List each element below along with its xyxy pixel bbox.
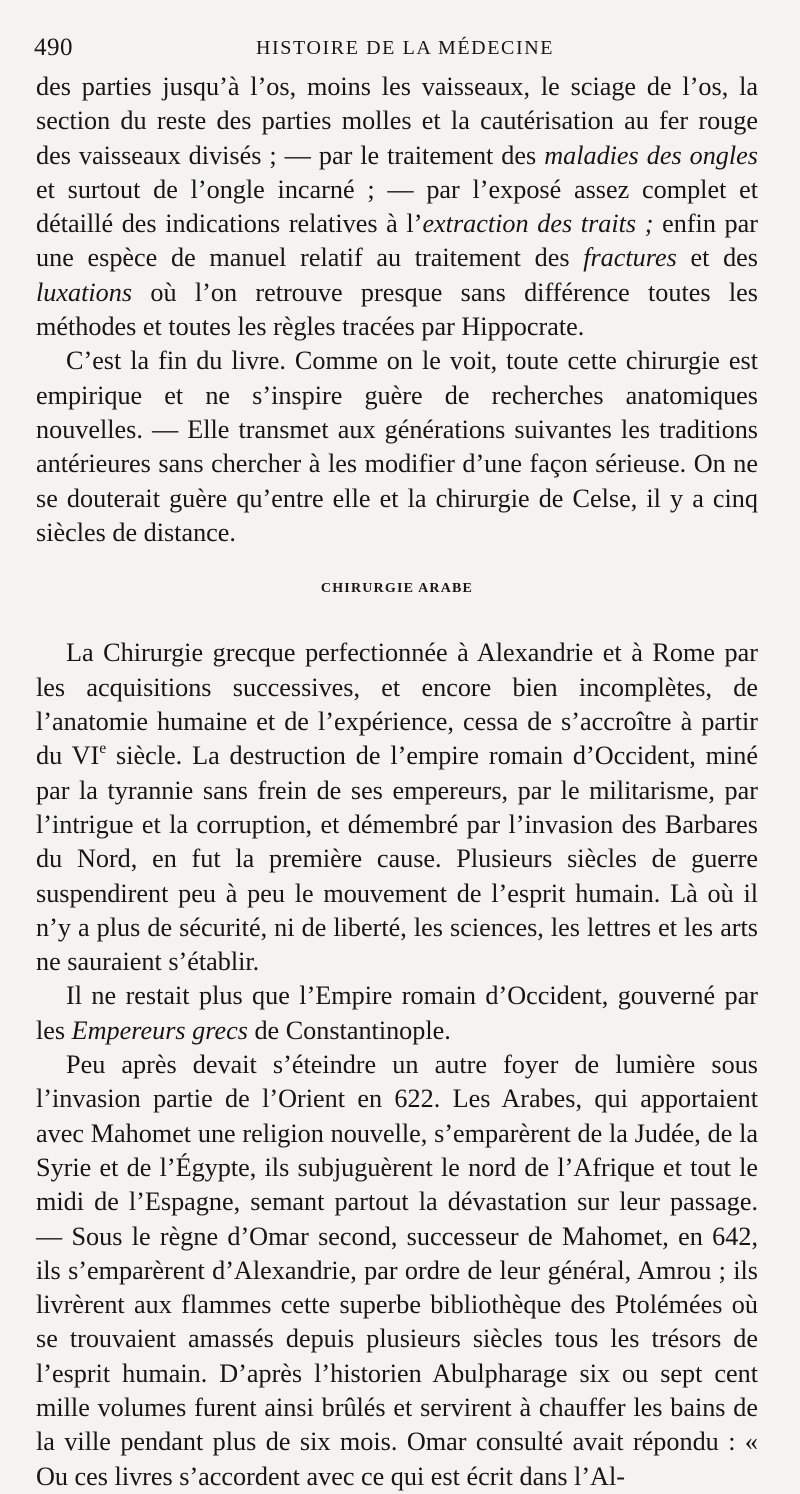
paragraph-2: C’est la fin du livre. Comme on le voit, toute cette chirurgie est empirique et ne s’inspire guère de recherches anatomiques nouvelles. — Elle transmet aux générations suivantes les traditions antérieures sans chercher à les modifier d’une façon sérieuse. On ne se douterait guère qu’entre elle et la chirurgie de Celse, il y a cinq siècles de distance. — [36, 346, 758, 547]
paragraph-1 — [36, 70, 758, 344]
paragraph-4-italic-empereurs: Empereurs grecs — [71, 1015, 248, 1045]
paragraph-1-text-5: où l’on retrouve presque sans différence toutes les méthodes et toutes les règles tracées par Hippocrate. — [36, 277, 758, 342]
paragraph-1-italic-maladies: maladies des ongles — [544, 140, 758, 170]
paragraph-1-italic-luxations: luxations — [36, 277, 133, 307]
paragraph-1-text-2: et surtout de l’ongle incarné ; — par l’exposé assez complet et détaillé des indications relatives à l’ — [36, 174, 758, 239]
paragraph-1-italic-fractures: fractures — [583, 243, 677, 273]
paragraph-5: Peu après devait s’éteindre un autre foyer de lumière sous l’invasion partie de l’Orient en 622. Les Arabes, qui apportaient avec Mahomet une religion nouvelle, s’emparèrent de la Judée, de la Syrie et de l’Égypte, ils subjuguèrent le nord de l’Afrique et tout le midi de l’Espagne, semant partout la dévastation sur leur passage. — Sous le règne d’Omar second, successeur de Mahomet, en 642, ils s’emparèrent d’Alexandrie, par ordre de leur général, Amrou ; ils livrèrent aux flammes cette superbe bibliothèque des Ptolémées où se trouvaient amassés depuis plusieurs siècles tous les trésors de l’esprit humain. D’après l’historien Abulpharage six ou sept cent mille volumes furent ainsi brûlés et servirent à chauffer les bains de la ville pendant plus de six mois. Omar consulté avait répondu : « Ou ces livres s’accordent avec ce qui est écrit dans l’Al- — [36, 1050, 758, 1491]
paragraph-4 — [36, 979, 758, 1048]
paragraph-1-text-3: enfin par une espèce de manuel relatif au traitement des — [36, 209, 758, 273]
paragraph-3-text-1: La Chirurgie grecque perfectionnée à Alexandrie et à Rome par les acquisitions successives, et encore bien incomplètes, de l’anatomie humaine et de l’expérience, cessa de s’accroître à partir du — [36, 638, 758, 771]
body-text — [36, 70, 758, 1494]
page-header — [34, 34, 756, 66]
section-heading: CHIRURGIE ARABE — [320, 581, 474, 597]
century-roman-numeral: VI — [71, 741, 100, 771]
paragraph-1-italic-extraction: extraction des traits ; — [422, 209, 654, 239]
paragraph-1-text-1: des parties jusqu’à l’os, moins les vaisseaux, le sciage de l’os, la section du reste des parties molles et la cautérisation au fer rouge des vaisseaux divisés ; — par le traitement des — [36, 72, 758, 170]
paragraph-3-text-2: siècle. La destruction de l’empire romain d’Occident, miné par la tyrannie sans frein de ses empereurs, par le militarisme, par l’intrigue et la corruption, et démembré par l’invasion des Barbares du Nord, en fut la première cause. Plusieurs siècles de guerre suspendirent peu à peu le mouvement de l’esprit humain. Là où il n’y a plus de sécurité, ni de liberté, les sciences, les lettres et les arts ne sauraient s’établir. — [36, 741, 759, 977]
running-title: HISTOIRE DE LA MÉDECINE — [256, 37, 555, 59]
century-superscript: e — [99, 740, 107, 758]
paragraph-1-text-4: et des — [676, 243, 759, 273]
paragraph-4-text-1: Il ne restait plus que l’Empire romain d’Occident, gouverné par les — [36, 981, 758, 1045]
paragraph-3 — [36, 636, 758, 979]
paragraph-4-text-2: de Constantinople. — [247, 1015, 451, 1045]
page-number: 490 — [34, 34, 73, 61]
